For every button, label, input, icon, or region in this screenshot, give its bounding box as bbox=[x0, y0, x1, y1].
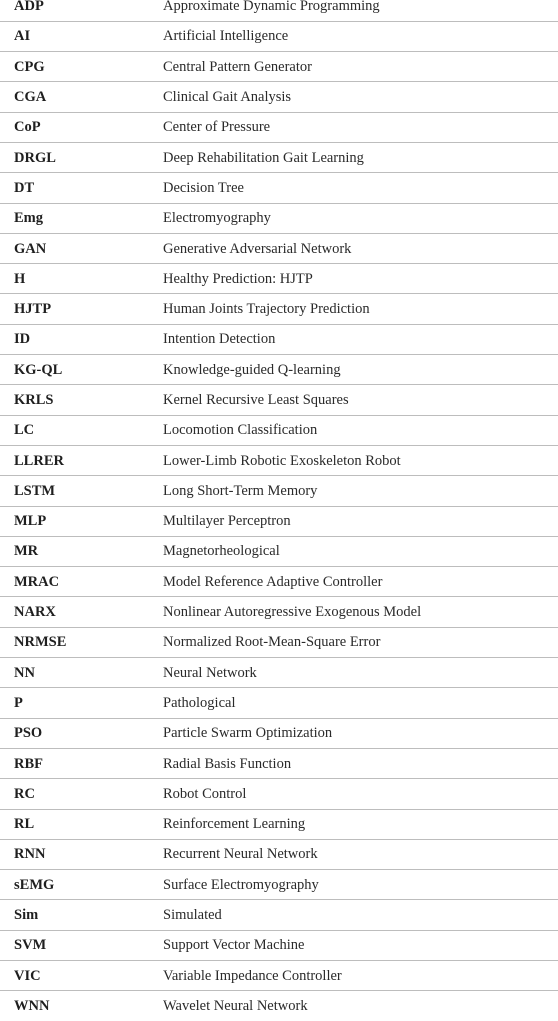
table-row bbox=[0, 21, 558, 51]
table-row bbox=[0, 506, 558, 536]
definition-cell: Knowledge-guided Q-learning bbox=[149, 355, 558, 385]
abbreviation-cell: RL bbox=[0, 809, 149, 839]
table-row bbox=[0, 991, 558, 1021]
abbreviation-cell: CPG bbox=[0, 52, 149, 82]
abbreviation-cell: MRAC bbox=[0, 567, 149, 597]
abbreviation-cell: KRLS bbox=[0, 385, 149, 415]
table-row bbox=[0, 627, 558, 657]
table-row bbox=[0, 415, 558, 445]
definition-cell: Nonlinear Autoregressive Exogenous Model bbox=[149, 597, 558, 627]
definition-cell: Surface Electromyography bbox=[149, 870, 558, 900]
abbreviation-cell: LC bbox=[0, 415, 149, 445]
abbreviation-cell: LSTM bbox=[0, 476, 149, 506]
abbreviation-cell: DT bbox=[0, 173, 149, 203]
definition-cell: Particle Swarm Optimization bbox=[149, 718, 558, 748]
definition-cell: Magnetorheological bbox=[149, 536, 558, 566]
table-row bbox=[0, 355, 558, 385]
abbreviation-cell: CGA bbox=[0, 82, 149, 112]
table-row bbox=[0, 870, 558, 900]
abbreviation-cell: CoP bbox=[0, 112, 149, 142]
table-row bbox=[0, 718, 558, 748]
definition-cell: Kernel Recursive Least Squares bbox=[149, 385, 558, 415]
table-row bbox=[0, 476, 558, 506]
definition-cell: Electromyography bbox=[149, 203, 558, 233]
abbreviation-cell: MLP bbox=[0, 506, 149, 536]
table-row bbox=[0, 658, 558, 688]
table-row bbox=[0, 52, 558, 82]
abbreviation-cell: RBF bbox=[0, 748, 149, 778]
table-row bbox=[0, 294, 558, 324]
table-row bbox=[0, 779, 558, 809]
table-row bbox=[0, 233, 558, 263]
definition-cell: Reinforcement Learning bbox=[149, 809, 558, 839]
abbreviation-cell: GAN bbox=[0, 233, 149, 263]
table-row bbox=[0, 839, 558, 869]
abbreviation-cell: LLRER bbox=[0, 445, 149, 475]
abbreviation-cell: WNN bbox=[14, 998, 50, 1015]
table-row bbox=[0, 82, 558, 112]
abbreviation-cell: H bbox=[0, 264, 149, 294]
abbreviation-cell: RC bbox=[0, 779, 149, 809]
table-row bbox=[0, 445, 558, 475]
definition-cell: Long Short-Term Memory bbox=[149, 476, 558, 506]
abbreviation-cell: Sim bbox=[0, 900, 149, 930]
table-row bbox=[0, 597, 558, 627]
definition-cell: Pathological bbox=[149, 688, 558, 718]
definition-cell: Approximate Dynamic Programming bbox=[149, 0, 558, 21]
abbreviation-cell: Emg bbox=[0, 203, 149, 233]
abbreviation-cell: NRMSE bbox=[0, 627, 149, 657]
definition-cell: Multilayer Perceptron bbox=[149, 506, 558, 536]
abbreviation-cell: NARX bbox=[0, 597, 149, 627]
abbreviation-cell: NN bbox=[0, 658, 149, 688]
table-row bbox=[0, 930, 558, 960]
table-row bbox=[0, 324, 558, 354]
abbreviation-cell: sEMG bbox=[0, 870, 149, 900]
definition-cell: Normalized Root-Mean-Square Error bbox=[149, 627, 558, 657]
definition-cell: Decision Tree bbox=[149, 173, 558, 203]
definition-cell: Variable Impedance Controller bbox=[149, 961, 558, 991]
abbreviation-cell: ID bbox=[0, 324, 149, 354]
table-row bbox=[0, 264, 558, 294]
table-row bbox=[0, 536, 558, 566]
abbreviation-cell: KG-QL bbox=[0, 355, 149, 385]
definition-cell: Deep Rehabilitation Gait Learning bbox=[149, 142, 558, 172]
definition-cell: Locomotion Classification bbox=[149, 415, 558, 445]
definition-cell: Model Reference Adaptive Controller bbox=[149, 567, 558, 597]
abbreviation-cell: AI bbox=[0, 21, 149, 51]
abbreviation-cell: P bbox=[0, 688, 149, 718]
definition-cell: Clinical Gait Analysis bbox=[149, 82, 558, 112]
definition-cell: Simulated bbox=[149, 900, 558, 930]
definition-cell: Intention Detection bbox=[149, 324, 558, 354]
table-row bbox=[0, 142, 558, 172]
definition-cell: Lower-Limb Robotic Exoskeleton Robot bbox=[149, 445, 558, 475]
table-row bbox=[0, 173, 558, 203]
table-row bbox=[0, 748, 558, 778]
abbreviation-cell: MR bbox=[0, 536, 149, 566]
definition-cell: Wavelet Neural Network bbox=[163, 998, 308, 1015]
table-row bbox=[0, 688, 558, 718]
table-row bbox=[0, 0, 558, 21]
abbreviation-cell: ADP bbox=[0, 0, 149, 21]
definition-cell: Radial Basis Function bbox=[149, 748, 558, 778]
table-row bbox=[0, 900, 558, 930]
definition-cell: Human Joints Trajectory Prediction bbox=[149, 294, 558, 324]
definition-cell: Center of Pressure bbox=[149, 112, 558, 142]
table-row bbox=[0, 203, 558, 233]
definition-cell: Recurrent Neural Network bbox=[149, 839, 558, 869]
definition-cell: Robot Control bbox=[149, 779, 558, 809]
definition-cell: Artificial Intelligence bbox=[149, 21, 558, 51]
abbreviation-cell: SVM bbox=[0, 930, 149, 960]
table-row bbox=[0, 961, 558, 991]
table-row bbox=[0, 567, 558, 597]
abbreviation-cell: HJTP bbox=[0, 294, 149, 324]
definition-cell: Healthy Prediction: HJTP bbox=[149, 264, 558, 294]
abbreviation-cell: RNN bbox=[0, 839, 149, 869]
abbreviation-cell: DRGL bbox=[0, 142, 149, 172]
definition-cell: Central Pattern Generator bbox=[149, 52, 558, 82]
abbreviation-cell: VIC bbox=[0, 961, 149, 991]
definition-cell: Generative Adversarial Network bbox=[149, 233, 558, 263]
abbreviation-cell: PSO bbox=[0, 718, 149, 748]
table-row bbox=[0, 809, 558, 839]
table-row bbox=[0, 112, 558, 142]
definition-cell: Support Vector Machine bbox=[149, 930, 558, 960]
definition-cell: Neural Network bbox=[149, 658, 558, 688]
table-row bbox=[0, 385, 558, 415]
